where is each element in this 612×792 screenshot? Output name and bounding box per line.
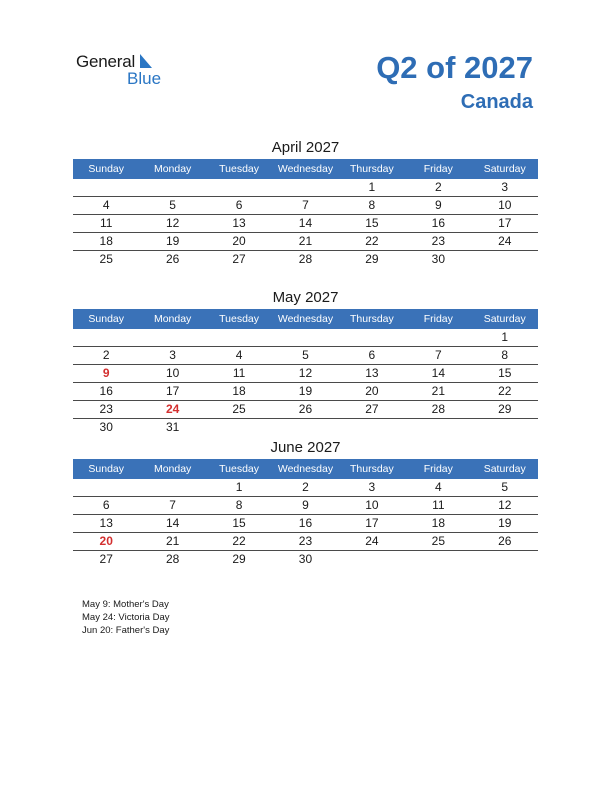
weekday-header [73,309,538,329]
day-cell: 3 [169,348,176,362]
day-cell: 17 [365,516,379,530]
day-cell: 25 [99,252,113,266]
day-cell: 6 [102,498,110,512]
day-cell: 20 [232,234,246,248]
weekday-label: Thursday [350,463,394,475]
week-row [73,233,538,251]
day-cell: 13 [232,216,246,230]
day-cell: 15 [232,516,246,530]
day-cell [339,329,405,346]
day-cell: 26 [298,402,313,416]
day-cell: 9 [102,366,110,380]
logo-triangle-icon [140,54,152,68]
day-cell: 28 [431,402,445,416]
holiday-note: May 24: Victoria Day [82,612,170,623]
day-cell: 24 [365,534,379,548]
day-cell: 17 [498,216,512,230]
day-cell [472,551,538,568]
day-cell [339,419,405,436]
weekday-label: Wednesday [277,163,334,175]
weekday-label: Tuesday [219,163,259,175]
day-cell: 1 [235,480,243,494]
day-cell: 10 [165,366,180,380]
day-cell: 16 [431,216,445,230]
day-cell: 12 [498,498,512,512]
day-cell: 20 [365,384,379,398]
week-row [73,401,538,419]
logo-general-text: General [76,52,136,71]
day-cell: 19 [498,516,512,530]
weekday-label: Sunday [88,163,125,175]
day-cell: 4 [235,348,243,362]
day-cell: 22 [498,384,512,398]
day-cell [139,479,205,496]
day-cell: 26 [498,534,512,548]
week-row [73,551,538,568]
day-cell: 26 [165,252,180,266]
week-row [73,515,538,533]
day-cell [339,551,405,568]
day-cell: 7 [302,198,309,212]
country-name: Canada [460,91,533,113]
day-cell [405,329,471,346]
day-cell: 2 [102,348,110,362]
day-cell: 13 [365,366,379,380]
month-june [73,437,538,568]
week-row [73,179,538,197]
day-cell: 2 [302,480,309,494]
day-cell: 24 [165,402,180,416]
day-cell: 22 [365,234,379,248]
day-cell [73,479,139,496]
day-cell: 1 [368,180,376,194]
day-cell: 18 [232,384,246,398]
day-cell: 23 [99,402,113,416]
day-cell: 11 [232,366,246,380]
day-cell: 20 [99,534,113,548]
day-cell: 8 [368,198,376,212]
week-row [73,479,538,497]
week-row [73,419,538,436]
day-cell: 27 [365,402,379,416]
day-cell [405,551,471,568]
day-cell: 9 [302,498,309,512]
day-cell [472,419,538,436]
weekday-header [73,159,538,179]
weekday-label: Tuesday [219,463,259,475]
day-cell: 2 [434,180,442,194]
day-cell: 24 [498,234,512,248]
month-title: June 2027 [270,439,341,456]
page-title: Q2 of 2027 [376,50,533,85]
holiday-note: Jun 20: Father's Day [82,625,170,636]
day-cell [472,251,538,268]
day-cell: 1 [501,330,509,344]
weekday-label: Saturday [483,163,526,175]
day-cell: 3 [501,180,509,194]
weekday-label: Wednesday [277,313,334,325]
day-cell: 30 [298,552,313,566]
day-cell: 8 [501,348,509,362]
day-cell: 17 [165,384,180,398]
weekday-label: Wednesday [277,463,334,475]
week-row [73,383,538,401]
week-row [73,329,538,347]
month-title: April 2027 [271,139,340,156]
day-cell: 10 [498,198,512,212]
day-cell [139,179,205,196]
weekday-label: Saturday [483,313,526,325]
day-cell [206,179,272,196]
day-cell: 21 [165,534,180,548]
day-cell: 4 [102,198,110,212]
day-cell: 13 [99,516,113,530]
week-row [73,347,538,365]
day-cell [206,329,272,346]
weekday-label: Monday [153,313,192,325]
week-row [73,533,538,551]
day-cell [272,419,338,436]
month-may [73,287,538,436]
day-cell [405,419,471,436]
day-cell: 28 [165,552,180,566]
month-april [73,137,538,268]
weekday-label: Tuesday [219,313,259,325]
day-cell: 18 [99,234,113,248]
day-cell: 5 [302,348,309,362]
day-cell: 29 [232,552,246,566]
weekday-label: Friday [423,463,453,475]
day-cell: 29 [365,252,379,266]
day-cell: 27 [99,552,113,566]
weekday-label: Thursday [350,163,394,175]
weekday-label: Monday [153,163,192,175]
weekday-label: Saturday [483,463,526,475]
day-cell: 19 [165,234,180,248]
day-cell [139,329,205,346]
day-cell: 21 [431,384,445,398]
month-title: May 2027 [272,289,339,306]
day-cell: 22 [232,534,246,548]
day-cell: 6 [368,348,376,362]
day-cell: 31 [165,420,180,434]
day-cell: 14 [165,516,180,530]
day-cell [206,419,272,436]
weekday-label: Sunday [88,463,125,475]
day-cell: 23 [431,234,445,248]
day-cell: 30 [431,252,445,266]
day-cell: 7 [169,498,176,512]
weekday-label: Thursday [350,313,394,325]
day-cell: 5 [169,198,176,212]
weekday-label: Sunday [88,313,125,325]
holiday-notes [82,598,169,637]
weekday-label: Friday [423,313,453,325]
day-cell: 9 [434,198,442,212]
day-cell: 7 [434,348,442,362]
day-cell: 16 [298,516,313,530]
day-cell: 11 [99,216,113,230]
day-cell: 14 [431,366,445,380]
day-cell: 14 [298,216,313,230]
week-row [73,365,538,383]
week-row [73,497,538,515]
day-cell [272,179,338,196]
weekday-header [73,459,538,479]
day-cell: 29 [498,402,512,416]
holiday-note: May 9: Mother's Day [82,599,169,610]
weekday-label: Monday [153,463,192,475]
day-cell: 18 [431,516,445,530]
day-cell: 25 [232,402,246,416]
day-cell [73,179,139,196]
week-row [73,215,538,233]
day-cell: 3 [368,480,376,494]
day-cell: 12 [298,366,313,380]
day-cell: 10 [365,498,379,512]
day-cell: 23 [298,534,313,548]
week-row [73,251,538,268]
logo-blue-text: Blue [127,69,162,88]
day-cell: 19 [298,384,313,398]
day-cell: 15 [498,366,512,380]
day-cell: 5 [501,480,509,494]
day-cell: 30 [99,420,113,434]
day-cell: 25 [431,534,445,548]
day-cell: 21 [298,234,313,248]
day-cell: 6 [235,198,243,212]
day-cell: 27 [232,252,246,266]
day-cell: 15 [365,216,379,230]
day-cell: 11 [432,498,445,512]
day-cell: 8 [235,498,243,512]
day-cell: 4 [434,480,442,494]
day-cell: 28 [298,252,313,266]
day-cell [73,329,139,346]
week-row [73,197,538,215]
weekday-label: Friday [423,163,453,175]
day-cell: 12 [165,216,180,230]
day-cell [272,329,338,346]
day-cell: 16 [99,384,113,398]
logo [76,52,176,88]
